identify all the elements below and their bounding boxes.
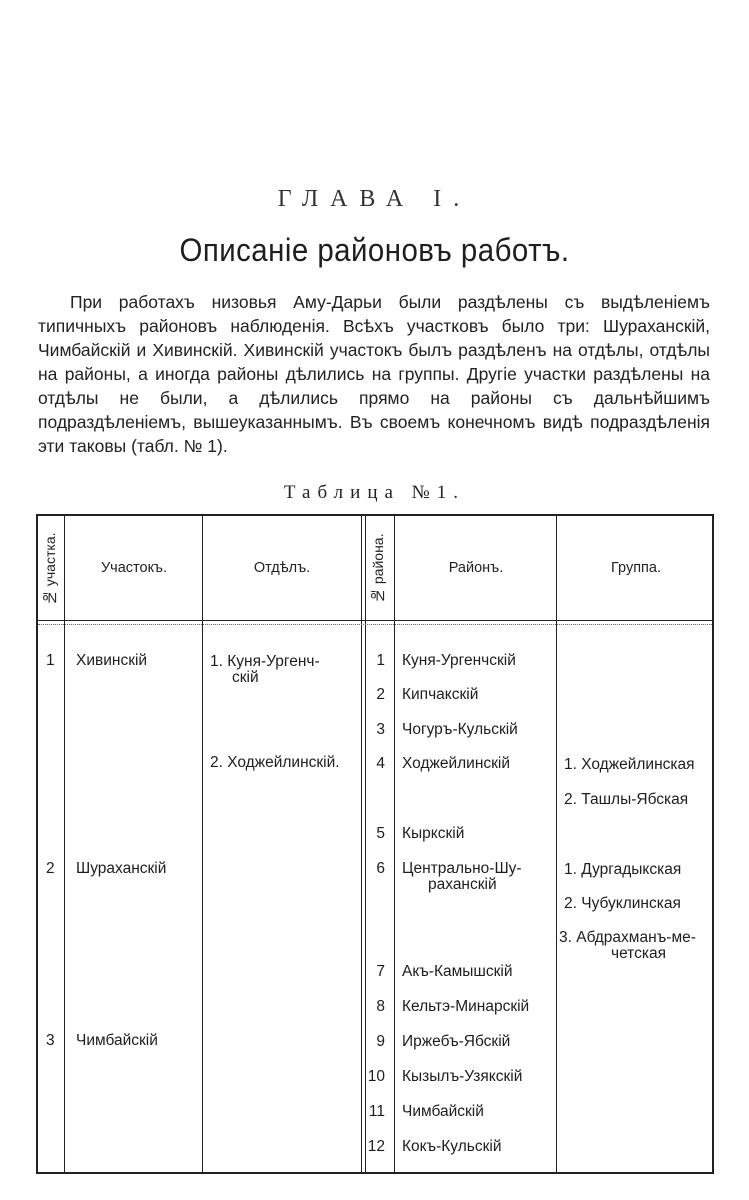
rayon-number: 9 (376, 1033, 385, 1050)
rayon-number: 12 (367, 1138, 385, 1155)
rayon-number: 2 (376, 686, 385, 703)
gruppa-name: 2. Чубуклинская (564, 895, 681, 912)
column-divider (361, 516, 362, 1172)
uchastok-number: 1 (46, 652, 55, 669)
rayon-number: 7 (376, 963, 385, 980)
chapter-heading: ГЛАВА I. (277, 186, 472, 212)
uchastok-number: 3 (46, 1032, 55, 1049)
uchastok-number: 2 (46, 860, 55, 877)
rayon-name: Иржебъ-Ябскій (402, 1033, 511, 1050)
gruppa-name-cont: четская (611, 945, 666, 962)
header-otdel: Отдѣлъ. (253, 560, 311, 576)
rayon-name: Чогуръ-Кульскій (402, 721, 518, 738)
column-divider (556, 516, 557, 1172)
rayon-name: Акъ-Камышскій (402, 963, 513, 980)
gruppa-name: 1. Дургадыкская (564, 861, 682, 878)
rayon-name: Кыркскій (402, 825, 465, 842)
rayon-name: Центрально-Шу- (402, 860, 522, 877)
rayon-number: 5 (376, 825, 385, 842)
rayon-number: 6 (376, 860, 385, 877)
rayon-name: Кызылъ-Узякскій (402, 1068, 523, 1085)
header-uchastok-no: № участка. (42, 532, 58, 606)
gruppa-name: 3. Абдрахманъ-ме- (559, 929, 696, 946)
header-gruppa: Группа. (611, 560, 661, 576)
table-caption: Таблица №1. (283, 482, 466, 503)
otdel-name: 2. Ходжейлинскій. (210, 754, 340, 771)
rayon-name: Кельтэ-Минарскій (402, 998, 530, 1015)
rayon-name: Чимбайскій (402, 1103, 484, 1120)
otdel-name: 1. Куня-Ургенч- (210, 653, 320, 670)
rayon-number: 10 (367, 1068, 385, 1085)
rayon-number: 8 (376, 998, 385, 1015)
header-uchastok: Участокъ. (100, 560, 168, 576)
rayon-name: Кипчакскій (402, 686, 479, 703)
header-rayon-no: № района. (370, 533, 386, 605)
rayon-number: 11 (368, 1103, 385, 1120)
rayon-name: Кокъ-Кульскій (402, 1138, 502, 1155)
header-divider-dotted (38, 624, 712, 625)
rayon-number: 4 (376, 755, 385, 772)
page-title: Описаніе районовъ работъ. (179, 232, 570, 268)
rayon-number: 1 (376, 652, 385, 669)
rayon-number: 3 (376, 721, 385, 738)
rayon-name: Куня-Ургенчскій (402, 652, 516, 669)
header-rayon: Районъ. (448, 560, 504, 576)
otdel-name-cont: скій (232, 669, 259, 686)
data-table (36, 514, 714, 1174)
header-divider (38, 620, 712, 621)
column-divider (394, 516, 395, 1172)
rayon-name-cont: раханскій (428, 876, 497, 893)
gruppa-name: 1. Ходжейлинская (564, 756, 695, 773)
gruppa-name: 2. Ташлы-Ябская (564, 791, 689, 808)
column-divider (64, 516, 65, 1172)
column-divider (202, 516, 203, 1172)
uchastok-name: Чимбайскій (76, 1032, 158, 1049)
rayon-name: Ходжейлинскій (402, 755, 511, 772)
uchastok-name: Хивинскій (76, 652, 148, 669)
intro-paragraph (38, 290, 710, 458)
intro-paragraph-text: При работахъ низовья Аму-Дарьи были раздѣлены съ выдѣленіемъ типичныхъ районовъ наблюденія. Всѣхъ участковъ было три: Шураханскій, Чимбайскій и Хивинскій. Хивинскій участокъ былъ раздѣленъ на отдѣлы, отдѣлы на районы, а иногда районы дѣлились на группы. Другіе участки раздѣлены на отдѣлы не были, а дѣлились прямо на районы съ дальнѣйшимъ подраздѣленіемъ, вышеуказаннымъ. Въ своемъ конечномъ видѣ подраздѣленія эти таковы (табл. № 1). (38, 292, 710, 456)
uchastok-name: Шураханскій (76, 860, 167, 877)
